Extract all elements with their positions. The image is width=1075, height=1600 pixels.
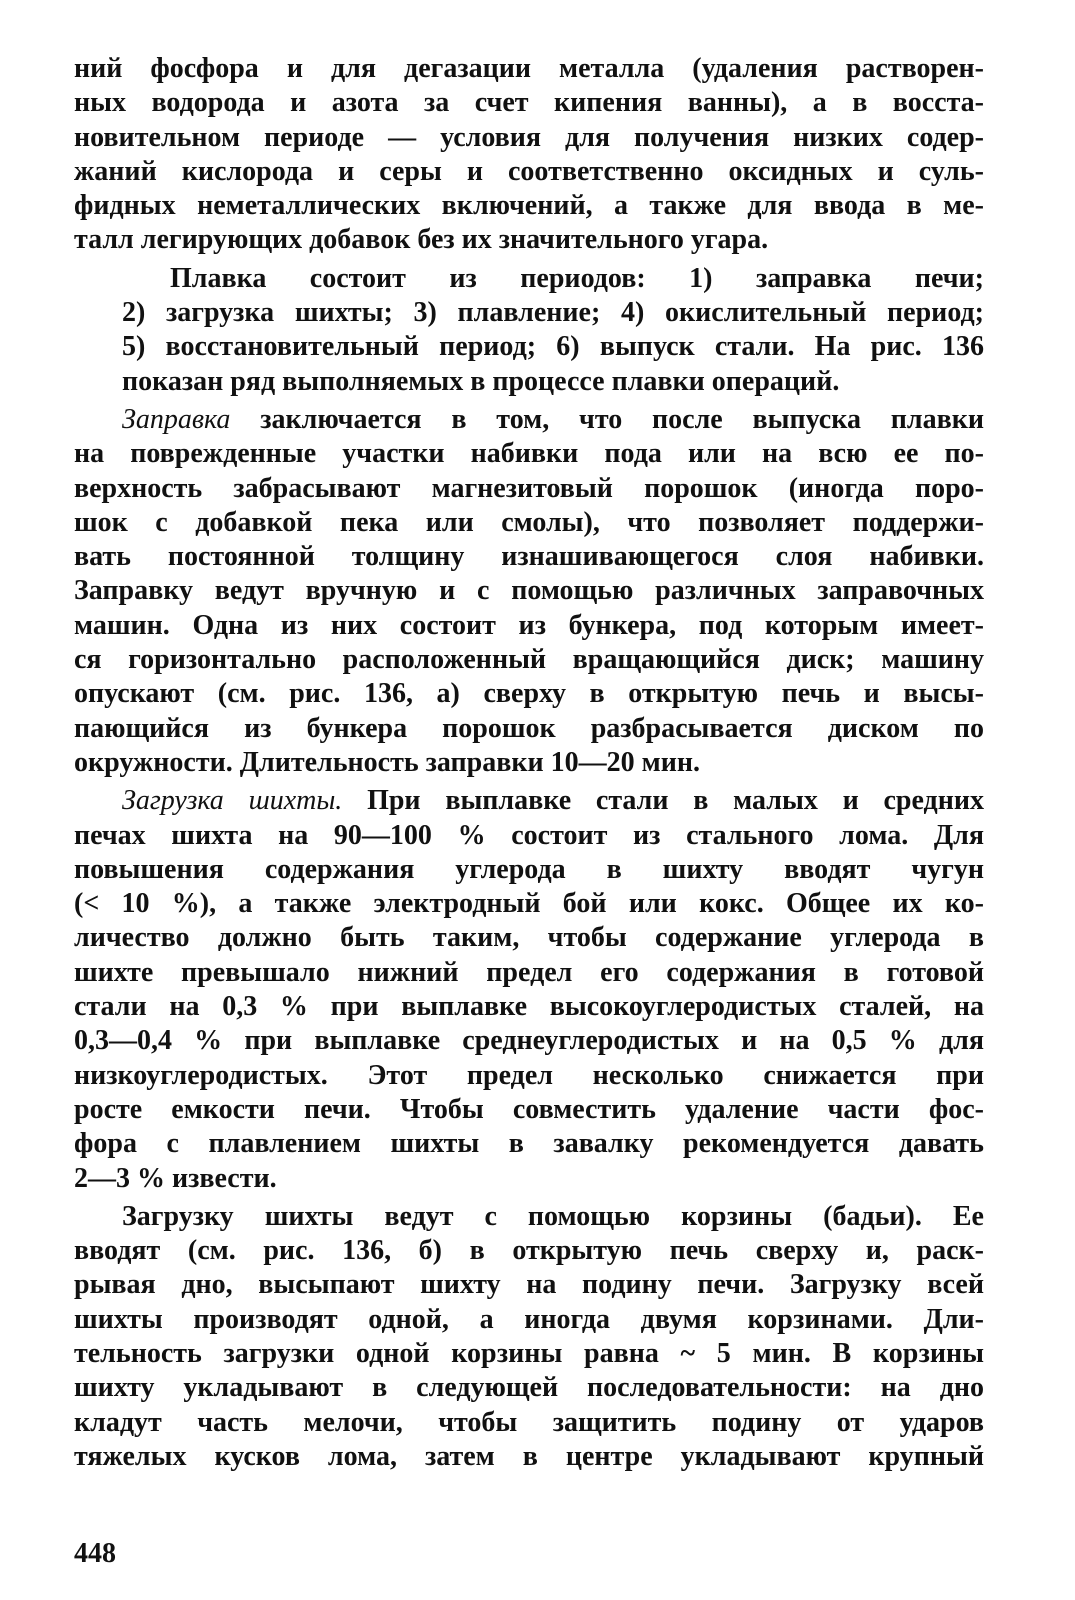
text-line: верхность забрасывают магнезитовый порошок (иногда поро-	[74, 472, 984, 504]
text-line: машин. Одна из них состоит из бункера, под которым имеет-	[74, 609, 984, 641]
paragraph-3	[74, 403, 984, 780]
text-line: (< 10 %), а также электродный бой или кокс. Общее их ко-	[74, 888, 984, 920]
text-line: новительном периоде — условия для получения низких содер-	[74, 121, 984, 153]
text-line: тяжелых кусков лома, затем в центре укладывают крупный	[74, 1440, 984, 1472]
text-line: шихты производят одной, а иногда двумя корзинами. Дли-	[74, 1303, 984, 1335]
text-line: личество должно быть таким, чтобы содержание углерода в	[74, 922, 984, 954]
text-line-rest: При выплавке стали в малых и средних	[342, 785, 984, 817]
text-line: на поврежденные участки набивки пода или на всю ее по-	[74, 438, 984, 470]
text-line: жаний кислорода и серы и соответственно оксидных и суль-	[74, 155, 984, 187]
text-line: показан ряд выполняемых в процессе плавки операций.	[122, 365, 840, 397]
text-line: кладут часть мелочи, чтобы защитить подину от ударов	[74, 1406, 984, 1438]
text-line: 5) восстановительный период; 6) выпуск стали. На рис. 136	[122, 331, 984, 363]
page-number: 448	[74, 1538, 116, 1569]
text-line: 2) загрузка шихты; 3) плавление; 4) окислительный период;	[122, 297, 984, 329]
text-line: фидных неметаллических включений, а также для ввода в ме-	[74, 190, 984, 222]
text-line: Загрузку шихты ведут с помощью корзины (бадьи). Ее	[122, 1200, 984, 1232]
paragraph-2	[74, 262, 984, 399]
paragraph-5	[74, 1200, 984, 1474]
text-line: Плавка состоит из периодов: 1) заправка печи;	[170, 262, 984, 294]
text-line: низкоуглеродистых. Этот предел несколько снижается при	[74, 1059, 984, 1091]
text-line: повышения содержания углерода в шихту вводят чугун	[74, 853, 984, 885]
text-line: шихту укладывают в следующей последовательности: на дно	[74, 1372, 984, 1404]
paragraph-lead: Загрузка шихты.	[122, 785, 343, 817]
text-line: вводят (см. рис. 136, б) в открытую печь сверху и, раск-	[74, 1235, 984, 1267]
text-line: стали на 0,3 % при выплавке высокоуглеродистых сталей, на	[74, 991, 984, 1023]
text-line	[74, 784, 984, 818]
text-line: ся горизонтально расположенный вращающийся диск; машину	[74, 644, 984, 676]
text-line: ных водорода и азота за счет кипения ванны), а в восста-	[74, 87, 984, 119]
text-line: Заправку ведут вручную и с помощью различных заправочных	[74, 575, 984, 607]
text-line: талл легирующих добавок без их значительного угара.	[74, 224, 769, 256]
paragraph-1	[74, 52, 984, 258]
text-line: рывая дно, высыпают шихту на подину печи. Загрузку всей	[74, 1269, 984, 1301]
text-line: печах шихта на 90—100 % состоит из стального лома. Для	[74, 819, 984, 851]
text-line: шихте превышало нижний предел его содержания в готовой	[74, 956, 984, 988]
text-line: окружности. Длительность заправки 10—20 мин.	[74, 746, 700, 778]
text-line	[74, 403, 984, 437]
text-line: фора с плавлением шихты в завалку рекомендуется давать	[74, 1128, 984, 1160]
text-line: шок с добавкой пека или смолы), что позволяет поддержи-	[74, 506, 984, 538]
text-line: вать постоянной толщину изнашивающегося слоя набивки.	[74, 541, 984, 573]
text-line: росте емкости печи. Чтобы совместить удаление части фос-	[74, 1093, 984, 1125]
paragraph-lead: Заправка	[122, 403, 231, 435]
paragraph-4	[74, 784, 984, 1196]
text-line: тельность загрузки одной корзины равна ~ 5 мин. В корзины	[74, 1337, 984, 1369]
text-line: пающийся из бункера порошок разбрасывается диском по	[74, 712, 984, 744]
text-line: ний фосфора и для дегазации металла (удаления растворен-	[74, 53, 984, 84]
text-line: 2—3 % извести.	[74, 1162, 277, 1194]
body-text	[74, 52, 984, 1478]
text-line: 0,3—0,4 % при выплавке среднеуглеродистых и на 0,5 % для	[74, 1025, 984, 1057]
text-line-rest: заключается в том, что после выпуска плавки	[230, 403, 984, 435]
text-line: опускают (см. рис. 136, а) сверху в открытую печь и высы-	[74, 678, 984, 710]
